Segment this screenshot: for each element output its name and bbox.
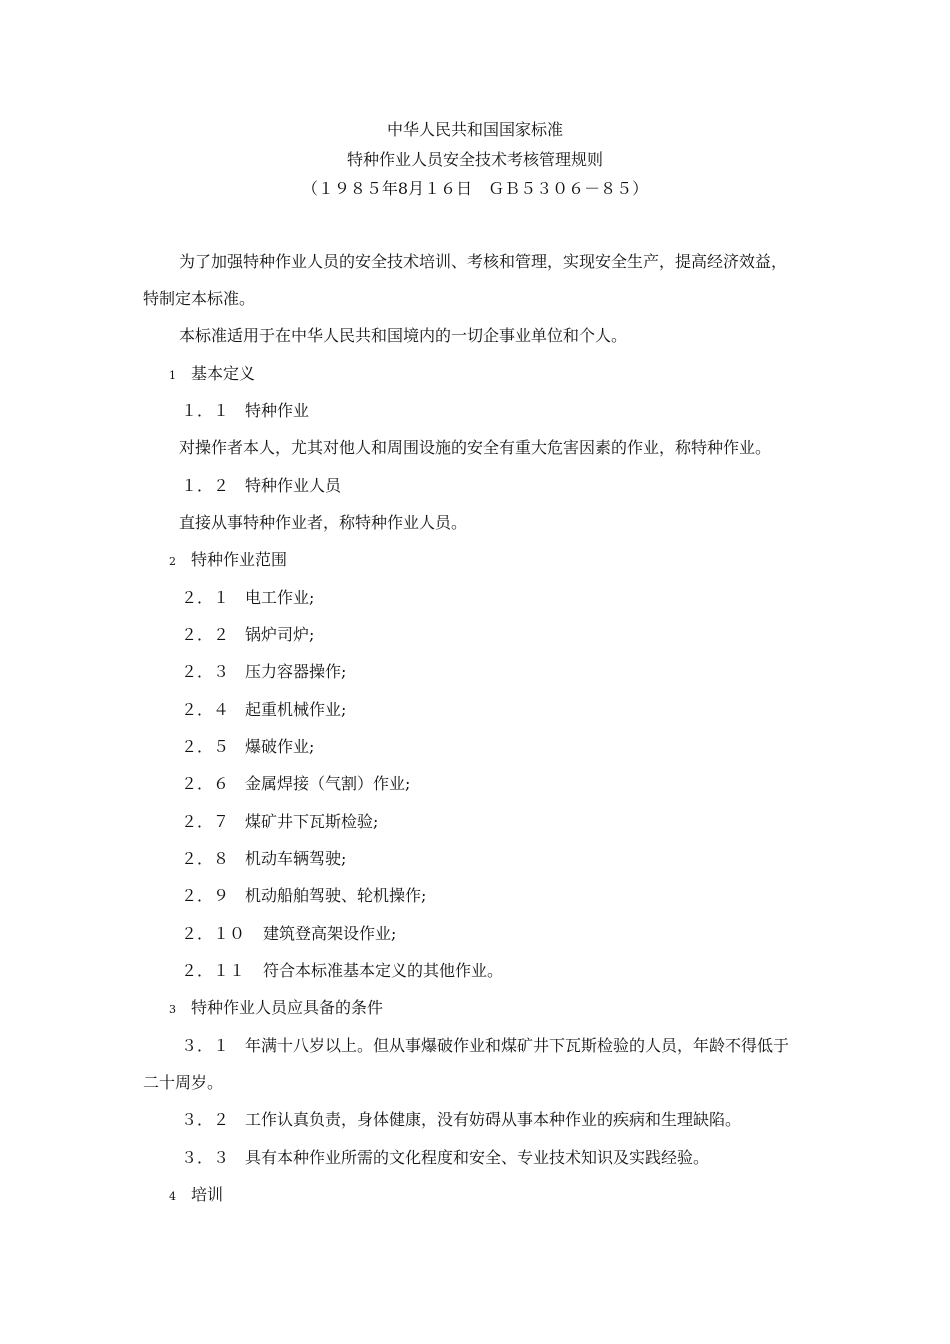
item-number: ２．８ [181,849,230,868]
subsection-number: ３．２ [181,1110,230,1129]
item-text: 煤矿井下瓦斯检验; [245,812,379,831]
subsection-number: １．１ [181,401,230,420]
item-number: ２．４ [181,700,230,719]
subsection-text: 年满十八岁以上。但从事爆破作业和煤矿井下瓦斯检验的人员，年龄不得低于 [245,1036,790,1055]
subsection-text: 工作认真负责，身体健康，没有妨碍从事本种作业的疾病和生理缺陷。 [245,1110,742,1129]
section-title: 培训 [191,1185,224,1204]
list-item [181,661,346,683]
item-number: ２．６ [181,774,230,793]
item-number: ２．１１ [181,961,246,980]
item-number: ２．７ [181,812,230,831]
list-item [181,624,314,646]
section-heading-1 [169,363,255,387]
subsection-number: ３．１ [181,1036,230,1055]
definition-text: 直接从事特种作业者，称特种作业人员。 [179,513,468,532]
list-item [181,923,396,945]
item-number: ２．１ [181,588,230,607]
item-text: 符合本标准基本定义的其他作业。 [263,961,504,980]
subsection-number: １．２ [181,476,230,495]
item-number: ２．５ [181,737,230,756]
section-title: 特种作业范围 [191,550,288,569]
item-text: 爆破作业; [245,737,315,756]
subsection-text-continued: 二十周岁。 [143,1073,224,1092]
standard-category: 中华人民共和国国家标准 [386,120,563,139]
document-title: 特种作业人员安全技术考核管理规则 [346,150,603,169]
subsection-3-3 [181,1147,709,1169]
item-number: ２．２ [181,625,230,644]
list-item [181,699,346,721]
section-title: 特种作业人员应具备的条件 [191,998,384,1017]
item-text: 机动车辆驾驶; [245,849,347,868]
list-item [181,960,503,982]
item-number: ２．９ [181,886,230,905]
scope-paragraph: 本标准适用于在中华人民共和国境内的一切企事业单位和个人。 [179,326,628,345]
document-date-code: （１９８５年8月１６日 ＧＢ５３０６－８５） [301,179,649,198]
subsection-1-2 [181,475,341,497]
list-item [181,848,346,870]
item-text: 起重机械作业; [245,700,347,719]
section-heading-2 [169,549,287,573]
item-text: 电工作业; [245,588,315,607]
definition-text: 对操作者本人，尤其对他人和周围设施的安全有重大危害因素的作业，称特种作业。 [179,438,772,457]
subsection-3-1 [181,1035,789,1057]
section-number: 4 [169,1190,176,1203]
subsection-3-2 [181,1109,741,1131]
section-number: 2 [169,555,176,568]
item-text: 建筑登高架设作业; [263,924,397,943]
item-text: 压力容器操作; [245,662,347,681]
list-item [181,736,314,758]
subsection-title: 特种作业人员 [245,476,342,495]
list-item [181,773,410,795]
intro-paragraph-line-1: 为了加强特种作业人员的安全技术培训、考核和管理，实现安全生产，提高经济效益， [179,252,788,271]
item-text: 金属焊接（气割）作业; [245,774,411,793]
item-text: 锅炉司炉; [245,625,315,644]
section-number: 3 [169,1003,176,1016]
subsection-title: 特种作业 [245,401,310,420]
section-number: 1 [169,369,176,382]
subsection-number: ３．３ [181,1148,230,1167]
section-heading-3 [169,997,383,1021]
list-item [181,885,426,907]
list-item [181,587,314,609]
section-heading-4 [169,1184,223,1208]
item-text: 机动船舶驾驶、轮机操作; [245,886,427,905]
list-item [181,811,378,833]
intro-paragraph-line-2: 特制定本标准。 [143,289,256,308]
section-title: 基本定义 [191,364,256,383]
item-number: ２．１０ [181,924,246,943]
subsection-text: 具有本种作业所需的文化程度和安全、专业技术知识及实践经验。 [245,1148,710,1167]
item-number: ２．３ [181,662,230,681]
subsection-1-1 [181,400,309,422]
